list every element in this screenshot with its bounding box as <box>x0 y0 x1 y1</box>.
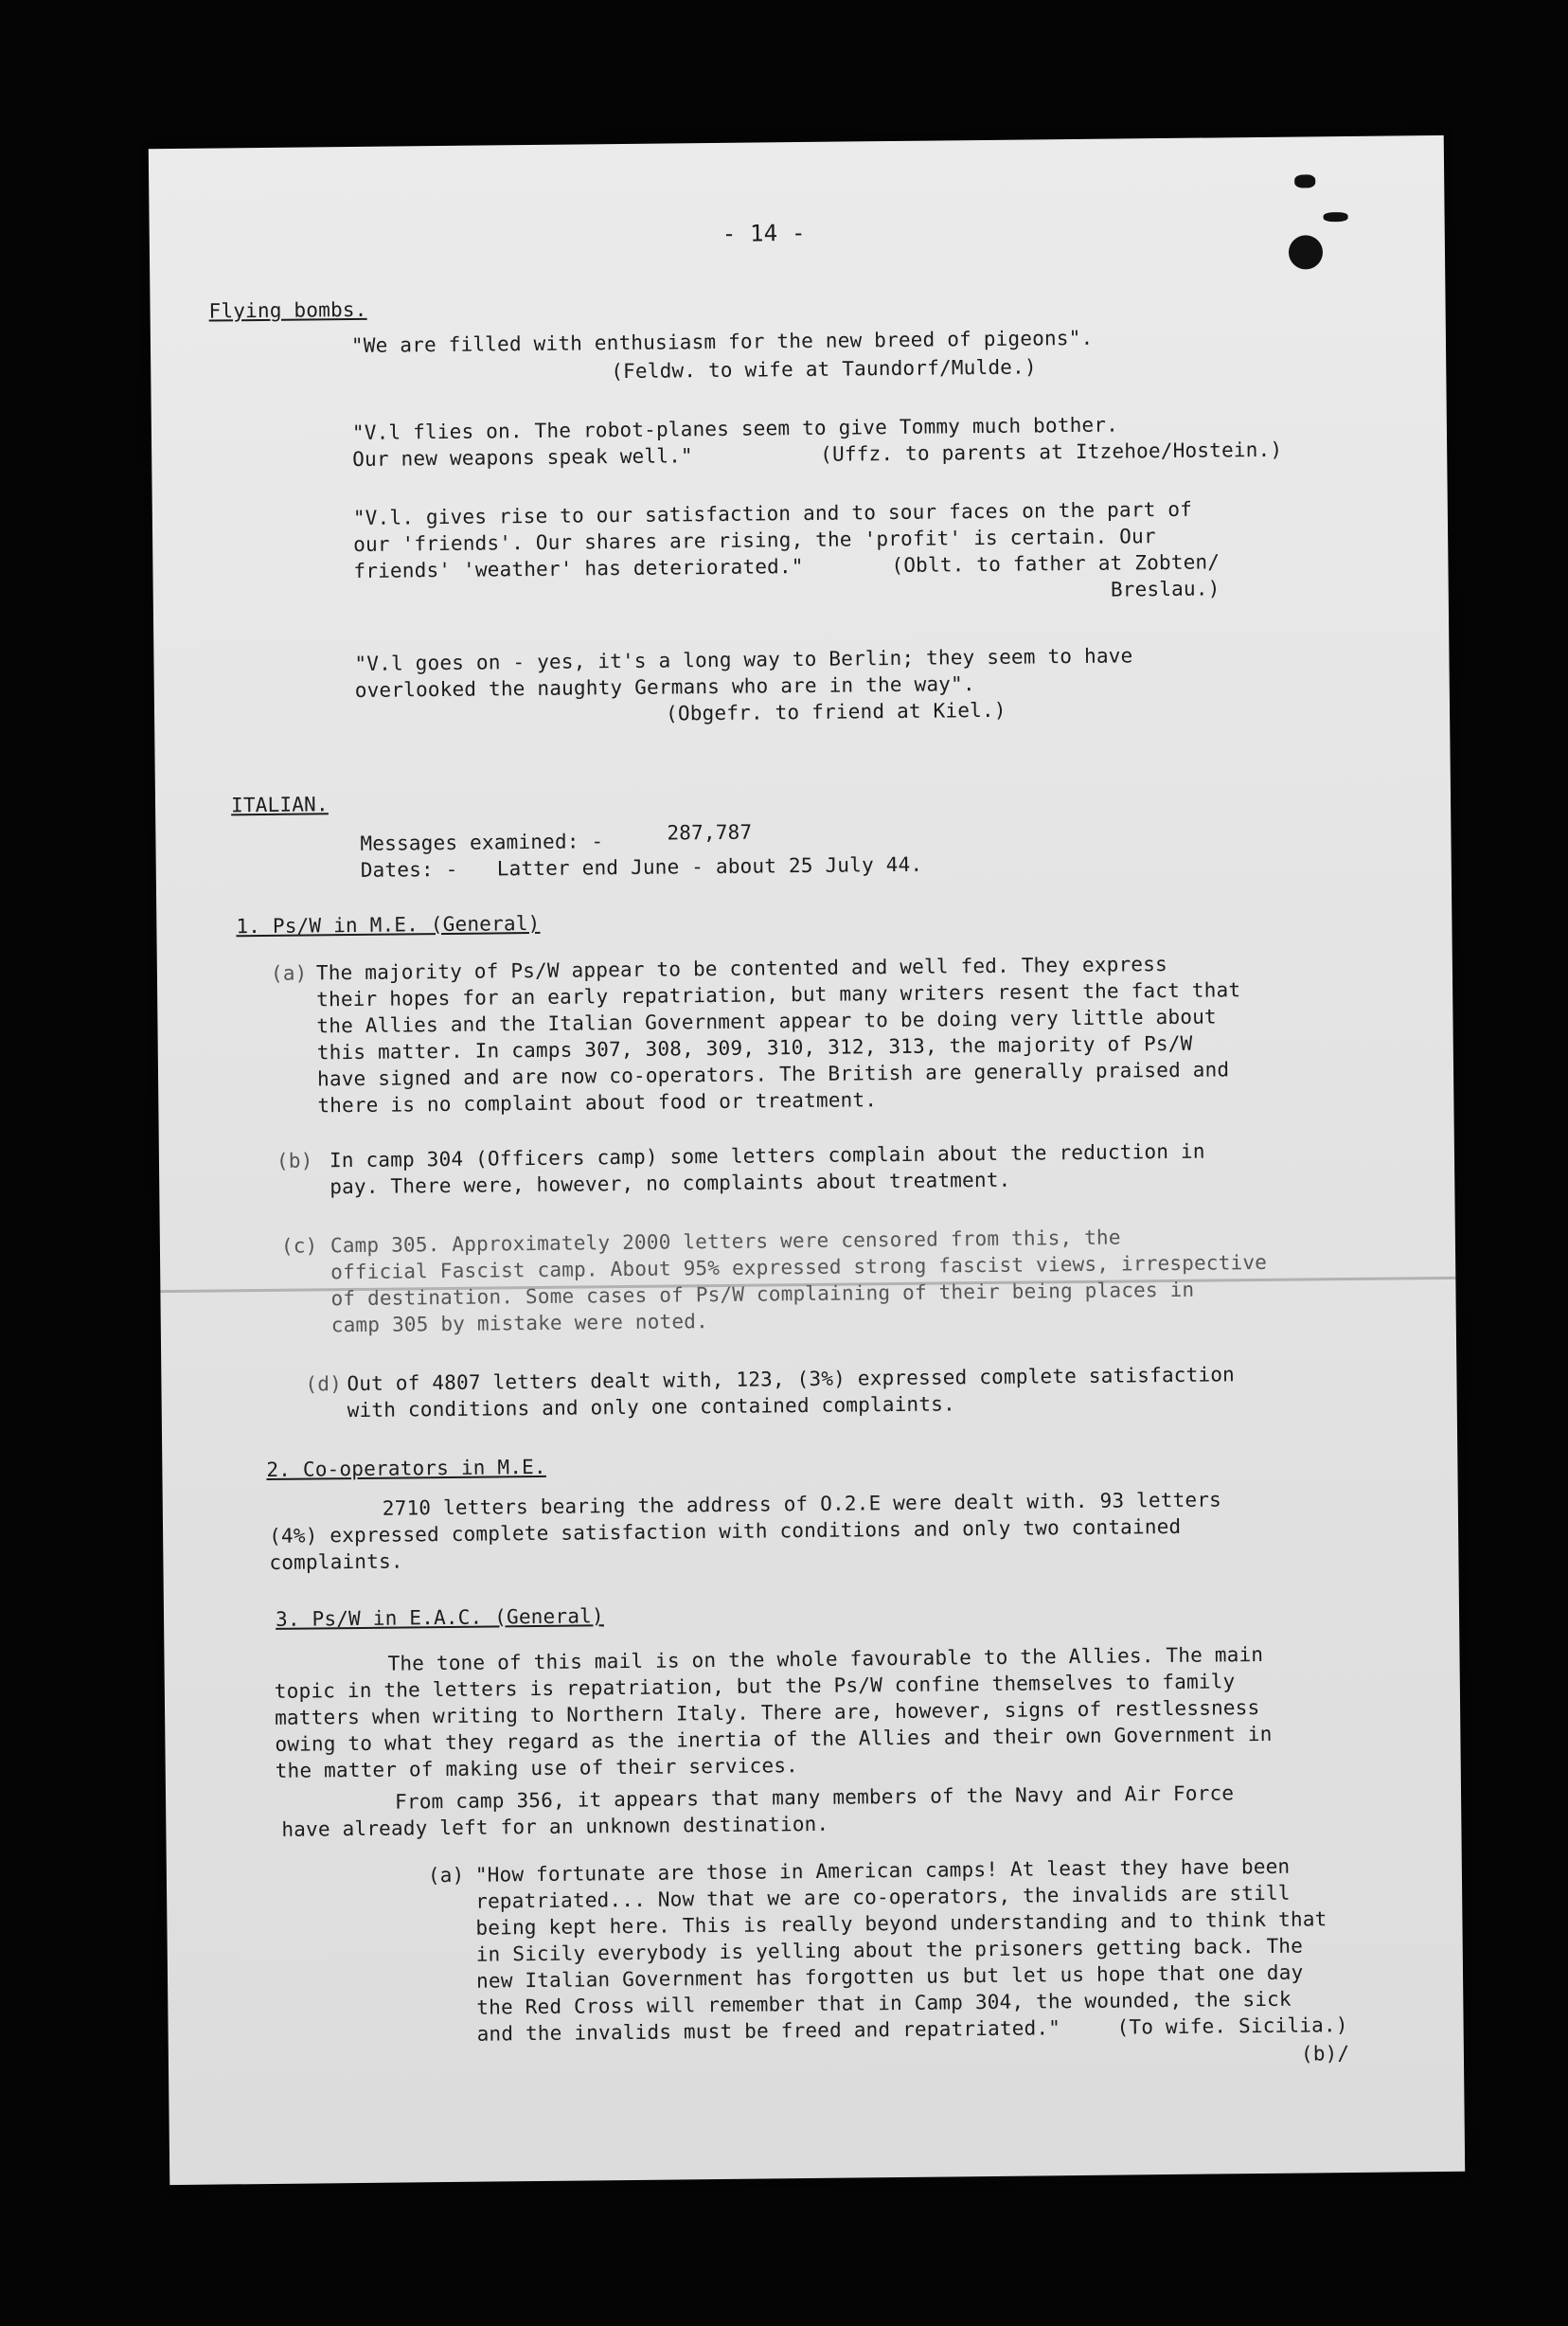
quote-4-attribution: (Obgefr. to friend at Kiel.) <box>665 698 1007 725</box>
item-d-text: Out of 4807 letters dealt with, 123, (3%) expressed complete satisfaction with conditions and only one contained complaints. <box>347 1363 1236 1422</box>
section-3-quote-marker: (a) <box>427 1863 465 1888</box>
item-d-marker: (d) <box>305 1372 343 1396</box>
messages-examined-value: 287,787 <box>667 820 753 845</box>
quote-3-text: "V.l. gives rise to our satisfaction and to sour faces on the part of our 'friends'. Our shares are rising, the 'profit' is certain. Our friends' 'weather' has deteriorated." <box>352 497 1193 582</box>
item-c-marker: (c) <box>280 1234 318 1258</box>
quote-2-text: "V.l flies on. The robot-planes seem to give Tommy much bother. Our new weapons speak well." <box>351 413 1119 471</box>
heading-italian: ITALIAN. <box>230 793 329 817</box>
section-3-paragraph-1: The tone of this mail is on the whole favourable to the Allies. The main topic in the letters is repatriation, but the Ps/W confine themselves to family matters when writing to Northern Italy. There are, however, signs of restlessness owing to what they regard as the inertia of the Allies and their own Government in the matter of making use of their services. <box>274 1642 1273 1782</box>
item-a-text: The majority of Ps/W appear to be contented and well fed. They express their hopes for an early repatriation, but many writers resent the fact that the Allies and the Italian Government appear to be doing very little about this matter. In camps 307, 308, 309, 310, 312, 313, the majority of Ps/W have signed and are now co-operators. The British are generally praised and there is no complaint about food or treatment. <box>315 953 1241 1118</box>
quote-1-attribution: (Feldw. to wife at Taundorf/Mulde.) <box>611 355 1037 384</box>
quote-4-text: "V.l goes on - yes, it's a long way to Berlin; they seem to have overlooked the naughty Germans who are in the way". <box>354 644 1133 702</box>
section-3-quote-attribution: (To wife. Sicilia.) <box>1116 2013 1348 2039</box>
section-2-heading: 2. Co-operators in M.E. <box>266 1455 546 1481</box>
item-b-marker: (b) <box>276 1149 313 1172</box>
quote-3-attribution: (Oblt. to father at Zobten/ Breslau.) <box>891 550 1221 601</box>
heading-flying-bombs: Flying bombs. <box>208 297 367 323</box>
section-3-paragraph-2: From camp 356, it appears that many members of the Navy and Air Force have already left for an unknown destination. <box>281 1781 1235 1841</box>
messages-examined-label: Messages examined: - <box>360 830 604 855</box>
section-1-heading: 1. Ps/W in M.E. (General) <box>236 911 541 939</box>
dates-label: Dates: - <box>360 857 458 882</box>
ink-blot <box>1294 174 1315 188</box>
item-a-marker: (a) <box>270 961 308 985</box>
document-page <box>149 135 1465 2185</box>
quote-1-text: "We are filled with enthusiasm for the new breed of pigeons". <box>350 326 1094 357</box>
quote-2-attribution: (Uffz. to parents at Itzehoe/Hostein.) <box>820 438 1283 466</box>
section-2-text: 2710 letters bearing the address of O.2.E were dealt with. 93 letters (4%) expressed complete satisfaction with conditions and only two contained complaints. <box>269 1488 1222 1574</box>
ink-blot <box>1289 235 1323 269</box>
item-b-text: In camp 304 (Officers camp) some letters complain about the reduction in pay. There were, however, no complaints about treatment. <box>329 1139 1205 1199</box>
page-number: - 14 - <box>722 219 806 247</box>
item-c-text: Camp 305. Approximately 2000 letters were censored from this, the official Fascist camp. About 95% expressed strong fascist views, irrespective of destination. Some cases of Ps/W complaining of their being places in camp 305 by mistake were noted. <box>330 1226 1268 1337</box>
section-3-quote: "How fortunate are those in American camps! At least they have been repatriated... Now that we are co-operators, the invalids are still being kept here. This is really beyond understanding and to think that in Sicily everybody is yelling about the prisoners getting back. The new Italian Government has forgotten us but let us hope that one day the Red Cross will remember that in Camp 304, the wounded, the sick and the invalids must be freed and repatriated." <box>474 1854 1327 2046</box>
dates-value: Latter end June - about 25 July 44. <box>496 852 923 881</box>
continuation-marker: (b)/ <box>1300 2042 1350 2066</box>
ink-blot <box>1324 212 1348 222</box>
section-3-heading: 3. Ps/W in E.A.C. (General) <box>275 1604 604 1631</box>
